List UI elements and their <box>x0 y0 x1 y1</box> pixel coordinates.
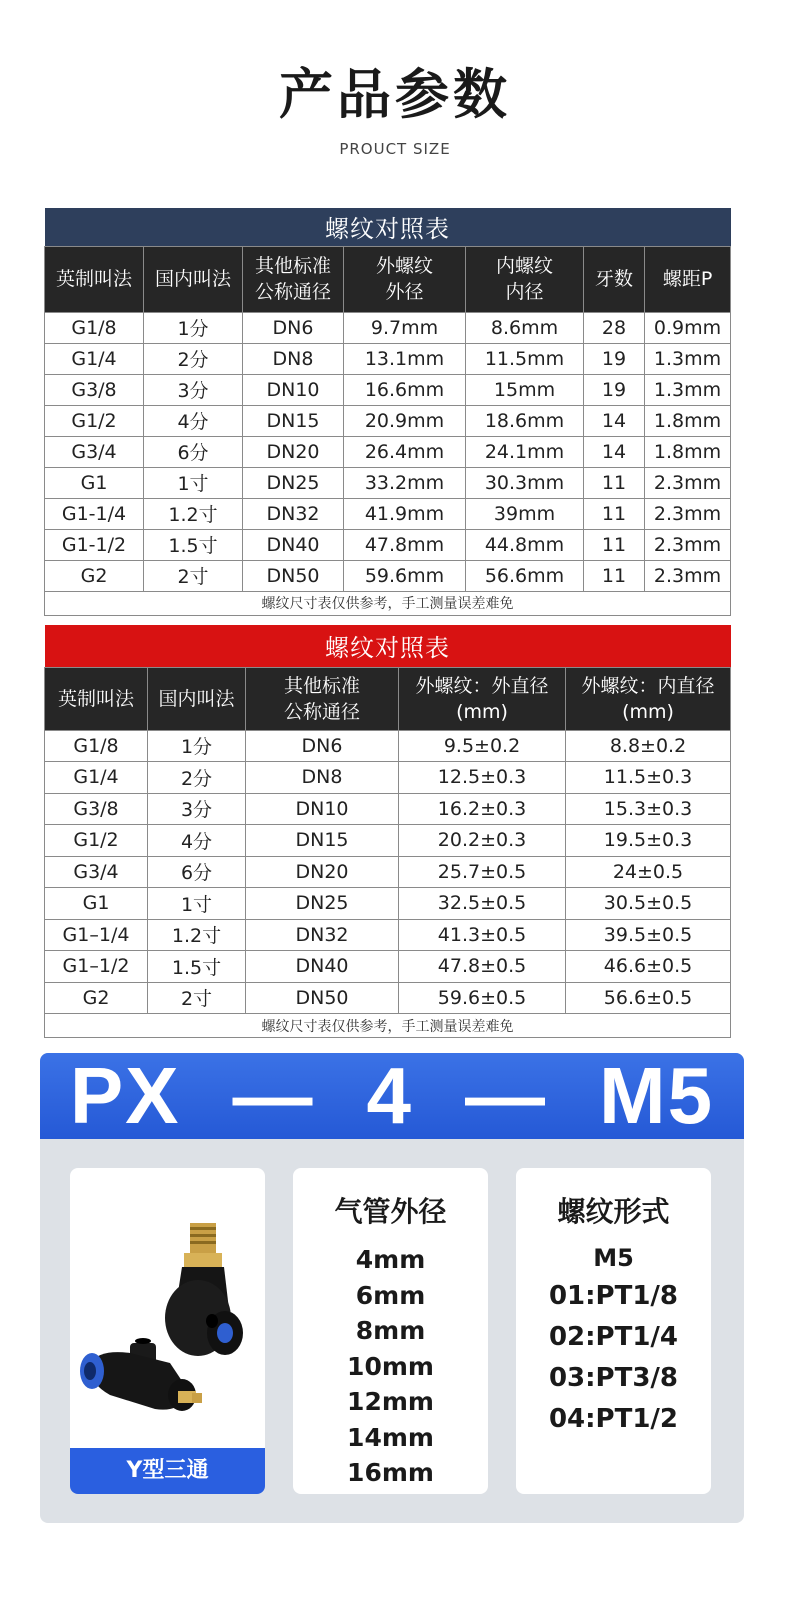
table-cell: 25.7±0.5 <box>399 856 566 888</box>
model-pipe-size: 4 <box>366 1053 414 1140</box>
table-cell: 56.6mm <box>466 560 584 591</box>
table-cell: DN10 <box>246 793 399 825</box>
table-cell: 44.8mm <box>466 529 584 560</box>
table-cell: 28 <box>584 312 645 343</box>
table-cell: 59.6mm <box>344 560 466 591</box>
table-row <box>45 529 731 560</box>
table-body <box>45 730 731 1014</box>
table-cell: DN20 <box>246 856 399 888</box>
table-header-row <box>45 246 731 312</box>
table-cell: DN40 <box>246 951 399 983</box>
column-header: 其他标准 公称通径 <box>246 667 399 730</box>
table-cell: 0.9mm <box>645 312 731 343</box>
thread-type-item: 01:PT1/8 <box>548 1281 679 1311</box>
table-cell: 16.6mm <box>344 374 466 405</box>
column-header: 外螺纹：外直径 (mm) <box>399 667 566 730</box>
table-row <box>45 467 731 498</box>
table-cell: 1.3mm <box>645 374 731 405</box>
table-row <box>45 982 731 1014</box>
table-cell: 12.5±0.3 <box>399 762 566 794</box>
table-cell: 11.5mm <box>466 343 584 374</box>
table-cell: G2 <box>45 982 148 1014</box>
table-cell: 11 <box>584 498 645 529</box>
table-cell: 1.5寸 <box>144 529 243 560</box>
page-subtitle: PROUCT SIZE <box>339 140 451 158</box>
pipe-size-item: 4mm <box>355 1245 426 1274</box>
table-cell: 16.2±0.3 <box>399 793 566 825</box>
table-cell: 1.5寸 <box>148 951 246 983</box>
thread-table-1 <box>44 208 731 616</box>
table-row <box>45 436 731 467</box>
table-cell: 3分 <box>144 374 243 405</box>
column-header: 国内叫法 <box>144 246 243 312</box>
table-row <box>45 919 731 951</box>
thread-table-2 <box>44 625 731 1038</box>
pipe-size-item: 8mm <box>355 1316 426 1345</box>
table-cell: 33.2mm <box>344 467 466 498</box>
pipe-size-title: 气管外径 <box>334 1195 447 1228</box>
pipe-size-item: 16mm <box>347 1458 434 1487</box>
table-cell: DN15 <box>243 405 344 436</box>
table-cell: 46.6±0.5 <box>566 951 731 983</box>
table-row <box>45 312 731 343</box>
table-cell: 24.1mm <box>466 436 584 467</box>
table-cell: G1/4 <box>45 343 144 374</box>
table-cell: 19 <box>584 343 645 374</box>
table-cell: G1/4 <box>45 762 148 794</box>
pipe-size-item: 14mm <box>347 1422 434 1452</box>
table-row <box>45 793 731 825</box>
thread-type-item: 03:PT3/8 <box>548 1363 679 1393</box>
table-cell: 20.2±0.3 <box>399 825 566 857</box>
column-header: 国内叫法 <box>148 667 246 730</box>
table-cell: DN6 <box>243 312 344 343</box>
table-row <box>45 560 731 591</box>
table-cell: 59.6±0.5 <box>399 982 566 1014</box>
table-note: 螺纹尺寸表仅供参考，手工测量误差难免 <box>45 591 731 615</box>
table-cell: 2寸 <box>148 982 246 1014</box>
table-cell: DN6 <box>246 730 399 762</box>
table-cell: 2寸 <box>144 560 243 591</box>
thread-type-list <box>516 1240 711 1440</box>
column-header: 内螺纹 内径 <box>466 246 584 312</box>
table-cell: DN40 <box>243 529 344 560</box>
column-header: 其他标准 公称通径 <box>243 246 344 312</box>
table-row <box>45 856 731 888</box>
table-cell: G1/8 <box>45 312 144 343</box>
table-caption: 螺纹对照表 <box>45 625 731 667</box>
table-cell: G1/2 <box>45 405 144 436</box>
table-cell: G1 <box>45 467 144 498</box>
product-caption: Y型三通 <box>70 1448 265 1494</box>
table-cell: 1寸 <box>148 888 246 920</box>
table-cell: G2 <box>45 560 144 591</box>
table-cell: G1–1/2 <box>45 951 148 983</box>
pipe-size-item: 10mm <box>347 1351 434 1381</box>
table-cell: 30.5±0.5 <box>566 888 731 920</box>
table-cell: 13.1mm <box>344 343 466 374</box>
table-cell: G1/2 <box>45 825 148 857</box>
column-header: 螺距P <box>645 246 731 312</box>
table-cell: 18.6mm <box>466 405 584 436</box>
thread-type-card <box>516 1168 711 1494</box>
table-row <box>45 825 731 857</box>
table-cell: 19.5±0.3 <box>566 825 731 857</box>
table-cell: 2.3mm <box>645 560 731 591</box>
table-cell: 1分 <box>144 312 243 343</box>
table-cell: 2分 <box>144 343 243 374</box>
table-cell: G1 <box>45 888 148 920</box>
pipe-size-item: 6mm <box>355 1280 426 1310</box>
table-cell: DN8 <box>246 762 399 794</box>
column-header: 外螺纹 外径 <box>344 246 466 312</box>
table-cell: 1.2寸 <box>144 498 243 529</box>
model-code-panel <box>40 1053 744 1523</box>
column-header: 外螺纹：内直径 (mm) <box>566 667 731 730</box>
table-cell: DN50 <box>246 982 399 1014</box>
table-row <box>45 762 731 794</box>
table-cell: 47.8±0.5 <box>399 951 566 983</box>
table-cell: 19 <box>584 374 645 405</box>
table-cell: 11 <box>584 560 645 591</box>
table-row <box>45 888 731 920</box>
table-cell: 41.3±0.5 <box>399 919 566 951</box>
table-cell: 1.2寸 <box>148 919 246 951</box>
table-cell: 20.9mm <box>344 405 466 436</box>
page-title: 产品参数 <box>279 63 511 126</box>
table-cell: G1–1/4 <box>45 919 148 951</box>
model-series: PX <box>69 1053 181 1140</box>
table-row <box>45 405 731 436</box>
pipe-size-list <box>293 1242 488 1491</box>
table-cell: DN32 <box>243 498 344 529</box>
table-cell: 1.8mm <box>645 436 731 467</box>
table-cell: 14 <box>584 436 645 467</box>
product-card <box>70 1168 265 1494</box>
table-cell: 2分 <box>148 762 246 794</box>
table-cell: 1分 <box>148 730 246 762</box>
table-cell: 30.3mm <box>466 467 584 498</box>
table-cell: 3分 <box>148 793 246 825</box>
table-cell: 1寸 <box>144 467 243 498</box>
table-cell: 11 <box>584 467 645 498</box>
table-cell: 9.7mm <box>344 312 466 343</box>
table-caption: 螺纹对照表 <box>45 208 731 246</box>
table-row <box>45 498 731 529</box>
thread-type-item: 02:PT1/4 <box>548 1322 679 1352</box>
table-cell: 8.6mm <box>466 312 584 343</box>
table-cell: G3/8 <box>45 793 148 825</box>
column-header: 英制叫法 <box>45 667 148 730</box>
table-cell: 56.6±0.5 <box>566 982 731 1014</box>
table-body <box>45 312 731 591</box>
table-cell: DN8 <box>243 343 344 374</box>
table-cell: DN50 <box>243 560 344 591</box>
table-cell: 2.3mm <box>645 467 731 498</box>
table-row <box>45 343 731 374</box>
table-cell: DN25 <box>243 467 344 498</box>
table-cell: G3/4 <box>45 436 144 467</box>
table-cell: G1-1/2 <box>45 529 144 560</box>
table-cell: 6分 <box>148 856 246 888</box>
table-cell: DN32 <box>246 919 399 951</box>
model-thread: M5 <box>599 1053 715 1140</box>
table-cell: DN10 <box>243 374 344 405</box>
table-row <box>45 951 731 983</box>
table-cell: G3/8 <box>45 374 144 405</box>
column-header: 英制叫法 <box>45 246 144 312</box>
table-cell: 32.5±0.5 <box>399 888 566 920</box>
table-cell: DN15 <box>246 825 399 857</box>
table-row <box>45 730 731 762</box>
table-cell: 4分 <box>144 405 243 436</box>
table-cell: 26.4mm <box>344 436 466 467</box>
table-cell: 8.8±0.2 <box>566 730 731 762</box>
table-cell: 14 <box>584 405 645 436</box>
table-cell: 41.9mm <box>344 498 466 529</box>
thread-type-item: M5 <box>593 1244 634 1272</box>
table-cell: 11 <box>584 529 645 560</box>
column-header: 牙数 <box>584 246 645 312</box>
table-cell: G1-1/4 <box>45 498 144 529</box>
model-separator: — <box>232 1053 315 1140</box>
table-cell: 2.3mm <box>645 529 731 560</box>
table-note: 螺纹尺寸表仅供参考，手工测量误差难免 <box>45 1014 731 1038</box>
table-cell: G1/8 <box>45 730 148 762</box>
table-cell: 15.3±0.3 <box>566 793 731 825</box>
model-separator: — <box>465 1053 548 1140</box>
table-cell: 1.3mm <box>645 343 731 374</box>
table-cell: 39.5±0.5 <box>566 919 731 951</box>
model-code-banner <box>40 1053 744 1139</box>
table-cell: 1.8mm <box>645 405 731 436</box>
table-cell: 15mm <box>466 374 584 405</box>
table-cell: 47.8mm <box>344 529 466 560</box>
table-header-row <box>45 667 731 730</box>
y-tee-fitting-image <box>70 1223 265 1443</box>
table-cell: 2.3mm <box>645 498 731 529</box>
table-cell: G3/4 <box>45 856 148 888</box>
table-cell: 11.5±0.3 <box>566 762 731 794</box>
table-cell: DN20 <box>243 436 344 467</box>
pipe-size-item: 12mm <box>347 1387 434 1416</box>
thread-type-item: 04:PT1/2 <box>548 1404 679 1434</box>
table-cell: DN25 <box>246 888 399 920</box>
thread-type-title: 螺纹形式 <box>557 1195 670 1228</box>
table-cell: 6分 <box>144 436 243 467</box>
table-cell: 9.5±0.2 <box>399 730 566 762</box>
table-cell: 24±0.5 <box>566 856 731 888</box>
pipe-size-card <box>293 1168 488 1494</box>
table-row <box>45 374 731 405</box>
table-cell: 39mm <box>466 498 584 529</box>
table-cell: 4分 <box>148 825 246 857</box>
